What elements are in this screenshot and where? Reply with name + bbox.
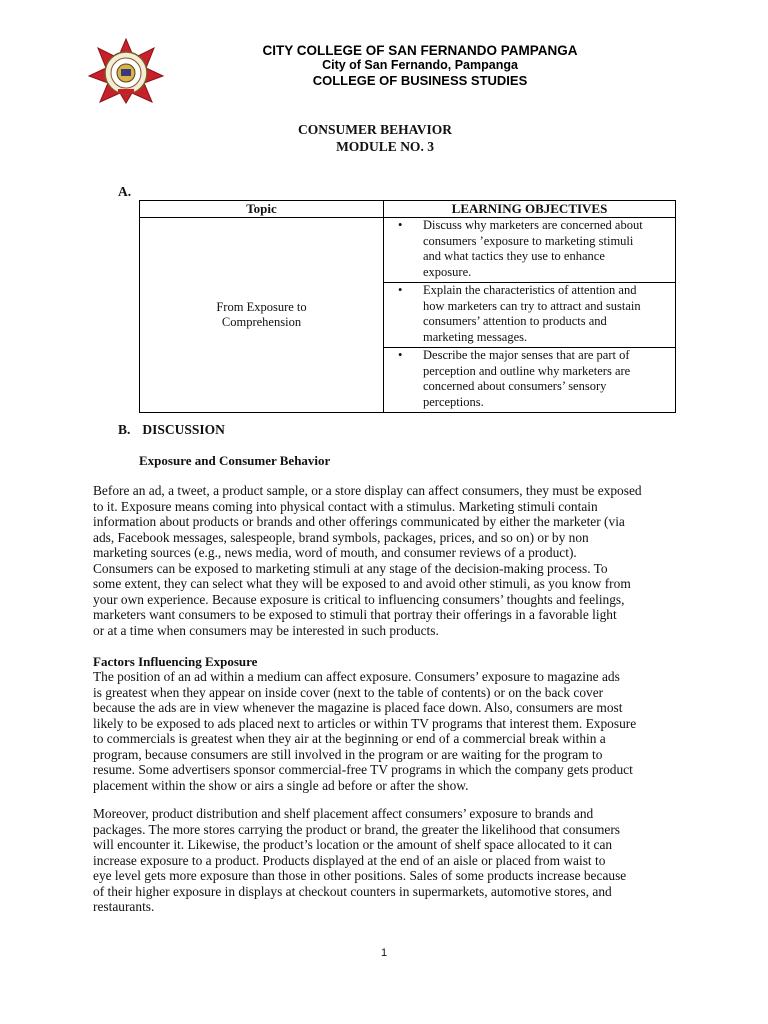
institution-name: CITY COLLEGE OF SAN FERNANDO PAMPANGA <box>262 43 578 58</box>
topic-line: From Exposure to <box>216 299 307 314</box>
objectives-column-header: LEARNING OBJECTIVES <box>384 201 676 218</box>
objective-line: marketing messages. <box>423 329 528 344</box>
objective-cell <box>384 283 676 348</box>
objective-cell <box>384 348 676 413</box>
paragraph-line: because the ads are in view whenever the magazine is placed face down. Also, consumers are most <box>93 700 623 715</box>
paragraph-line: some extent, they can select what they will be exposed to and avoid other stimuli, as you know from <box>93 576 631 591</box>
page-number: 1 <box>380 947 388 959</box>
paragraph-line: increase exposure to a product. Products displayed at the end of an aisle or placed from waist to <box>93 852 606 868</box>
objective-line: perception and outline why marketers are <box>423 363 631 378</box>
bullet-icon: • <box>398 348 403 362</box>
learning-objectives-table <box>139 200 676 413</box>
paragraph-line: Before an ad, a tweet, a product sample, or a store display can affect consumers, they must be exposed <box>93 483 642 498</box>
paragraph-line: likely to be exposed to ads placed next to articles or within TV programs that interest them. Exposure <box>93 715 637 731</box>
objective-line: and what tactics they use to enhance <box>423 249 605 263</box>
topic-column-header: Topic <box>140 201 384 218</box>
section-a-label: A. <box>118 184 132 199</box>
paragraph-line: to commercials is greatest when they air at the beginning or end of a commercial break within a <box>93 731 606 746</box>
objective-line: concerned about consumers’ sensory <box>423 379 607 393</box>
objective-line: consumers ’exposure to marketing stimuli <box>423 233 634 248</box>
paragraph-exposure <box>93 483 683 638</box>
paragraph-line: eye level gets more exposure than those in other positions. Sales of some products increase because <box>93 868 627 883</box>
topic-cell <box>140 218 384 413</box>
paragraph-line: resume. Some advertisers sponsor commercial-free TV programs in which the company gets product <box>93 762 633 777</box>
objective-line: perceptions. <box>423 394 484 409</box>
topic-line: Comprehension <box>221 315 302 329</box>
paragraph-line: to it. Exposure means coming into physical contact with a stimulus. Marketing stimuli contain <box>93 498 598 514</box>
paragraph-line: your own experience. Because exposure is critical to influencing consumers’ thoughts and feelings, <box>93 591 625 607</box>
college-name: COLLEGE OF BUSINESS STUDIES <box>312 73 528 88</box>
paragraph-line: restaurants. <box>93 899 155 914</box>
paragraph-line: marketing sources (e.g., news media, word of mouth, and consumer reviews of a product). <box>93 545 577 560</box>
paragraph-line: placement within the show or airs a single ad before or after the show. <box>93 777 469 793</box>
section-b-heading <box>118 422 225 438</box>
bullet-icon: • <box>398 283 403 297</box>
paragraph-line: Consumers can be exposed to marketing stimuli at any stage of the decision-making process. To <box>93 560 608 576</box>
objective-cell <box>384 218 676 283</box>
section-b-label: B. <box>118 422 131 437</box>
paragraph-line: Moreover, product distribution and shelf placement affect consumers’ exposure to brands and <box>93 806 594 821</box>
objective-line: consumers’ attention to products and <box>423 314 607 328</box>
paragraph-line: is greatest when they appear on inside cover (next to the table of contents) or on the back cover <box>93 684 604 700</box>
paragraph-line: marketers want consumers to be exposed to stimuli that portray their offerings in a favorable light <box>93 607 617 622</box>
factors-heading: Factors Influencing Exposure <box>93 654 258 669</box>
objective-line: Discuss why marketers are concerned about <box>423 218 643 232</box>
institution-city: City of San Fernando, Pampanga <box>322 58 518 72</box>
objective-line: Describe the major senses that are part of <box>423 348 630 362</box>
objective-line: how marketers can try to attract and sustain <box>423 298 641 313</box>
table-row <box>140 218 676 283</box>
paragraph-line: will encounter it. Likewise, the product’s location or the amount of shelf space allocated to it can <box>93 837 613 852</box>
bullet-icon: • <box>398 218 403 232</box>
section-b-title: DISCUSSION <box>142 422 225 437</box>
objective-line: Explain the characteristics of attention and <box>423 283 637 297</box>
paragraph-line: information about products or brands and other offerings communicated by either the marketer (via <box>93 514 625 529</box>
module-number: MODULE NO. 3 <box>336 139 434 154</box>
section-subtitle: Exposure and Consumer Behavior <box>139 453 331 468</box>
table-header-row <box>140 201 676 218</box>
course-title: CONSUMER BEHAVIOR <box>298 122 452 137</box>
paragraph-line: program, because consumers are still involved in the program or are waiting for the program to <box>93 746 603 762</box>
paragraph-line: ads, Facebook messages, salespeople, brand symbols, packages, prices, and so on) or by non <box>93 529 589 545</box>
paragraph-line: packages. The more stores carrying the product or brand, the greater the likelihood that consumers <box>93 821 621 837</box>
paragraph-line: The position of an ad within a medium can affect exposure. Consumers’ exposure to magazine ads <box>93 669 620 684</box>
paragraph-distribution <box>93 806 683 915</box>
paragraph-line: or at a time when consumers may be interested in such products. <box>93 622 439 638</box>
paragraph-factors <box>93 669 683 793</box>
objective-line: exposure. <box>423 264 472 279</box>
paragraph-line: of their higher exposure in displays at checkout counters in supermarkets, automotive stores, and <box>93 883 612 899</box>
